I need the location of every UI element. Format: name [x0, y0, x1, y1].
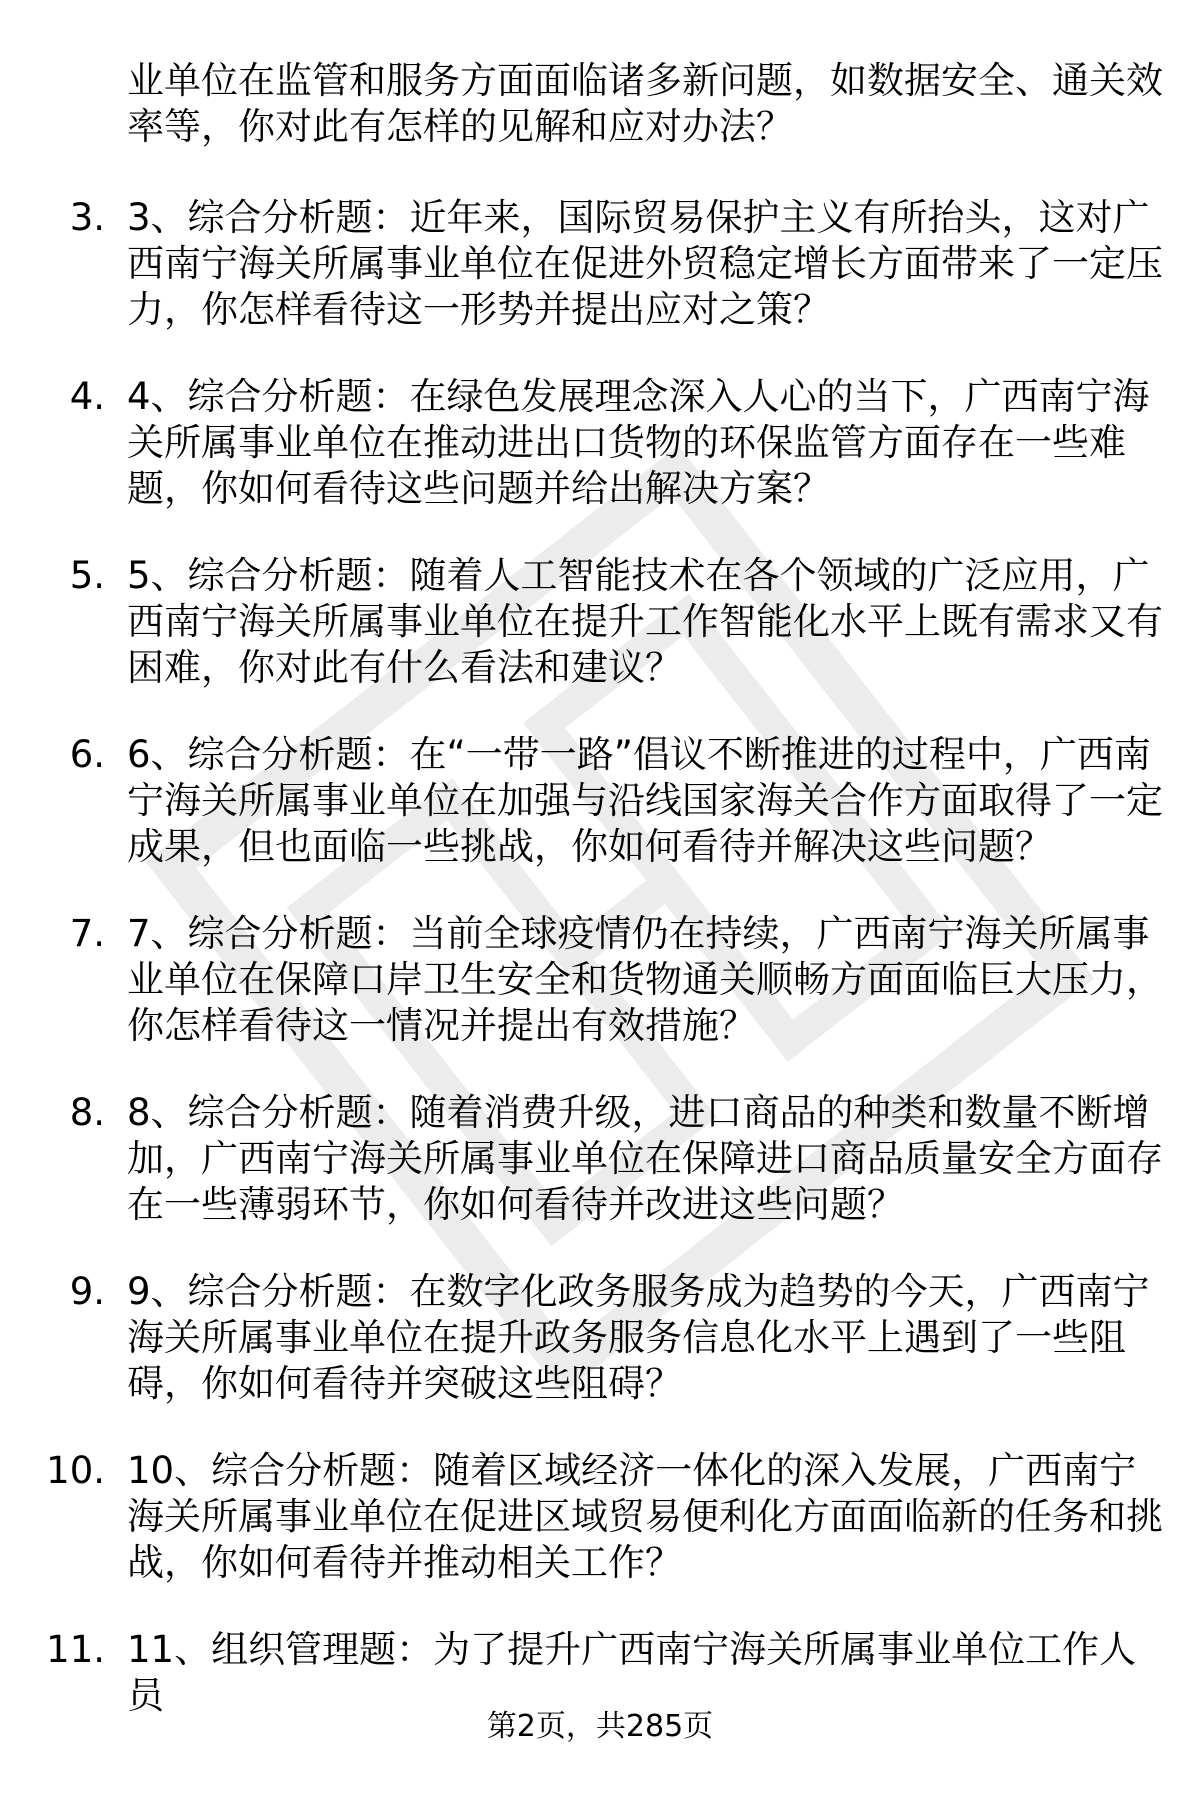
question-text: 6、综合分析题：在“一带一路”倡议不断推进的过程中，广西南宁海关所属事业单位在加强与沿线国家海关合作方面取得了一定成果，但也面临一些挑战，你如何看待并解决这些问题？: [127, 733, 1163, 868]
list-number: 6.: [69, 733, 105, 776]
list-number: 11.: [46, 1628, 105, 1671]
question-text: 8、综合分析题：随着消费升级，进口商品的种类和数量不断增加，广西南宁海关所属事业单位在保障进口商品质量安全方面存在一些薄弱环节，你如何看待并改进这些问题？: [127, 1091, 1163, 1226]
continuation-paragraph: 业单位在监管和服务方面面临诸多新问题，如数据安全、通关效率等，你对此有怎样的见解和应对办法？: [127, 59, 1163, 148]
list-number: 10.: [46, 1449, 105, 1492]
list-item: [0, 374, 1200, 553]
list-item: [0, 911, 1200, 1090]
list-item: [0, 1448, 1200, 1627]
list-item: [0, 553, 1200, 732]
question-text: 5、综合分析题：随着人工智能技术在各个领域的广泛应用，广西南宁海关所属事业单位在提升工作智能化水平上既有需求又有困难，你对此有什么看法和建议？: [127, 554, 1163, 689]
list-item: [0, 732, 1200, 911]
list-number: 3.: [69, 196, 105, 239]
list-item: [0, 1269, 1200, 1448]
question-text: 4、综合分析题：在绿色发展理念深入人心的当下，广西南宁海关所属事业单位在推动进出口货物的环保监管方面存在一些难题，你如何看待这些问题并给出解决方案？: [127, 375, 1150, 510]
question-text: 3、综合分析题：近年来，国际贸易保护主义有所抬头，这对广西南宁海关所属事业单位在促进外贸稳定增长方面带来了一定压力，你怎样看待这一形势并提出应对之策？: [127, 196, 1163, 331]
list-number: 5.: [69, 554, 105, 597]
list-number: 9.: [69, 1270, 105, 1313]
list-number: 4.: [69, 375, 105, 418]
question-text: 10、综合分析题：随着区域经济一体化的深入发展，广西南宁海关所属事业单位在促进区域贸易便利化方面面临新的任务和挑战，你如何看待并推动相关工作？: [127, 1449, 1163, 1584]
list-item: [0, 1090, 1200, 1269]
list-number: 7.: [69, 912, 105, 955]
question-list: [0, 195, 1200, 1806]
page-footer: 第2页，共285页: [486, 1709, 714, 1744]
list-item: [0, 195, 1200, 374]
question-text: 9、综合分析题：在数字化政务服务成为趋势的今天，广西南宁海关所属事业单位在提升政务服务信息化水平上遇到了一些阻碍，你如何看待并突破这些阻碍？: [127, 1270, 1150, 1405]
list-number: 8.: [69, 1091, 105, 1134]
question-text: 11、组织管理题：为了提升广西南宁海关所属事业单位工作人员: [127, 1628, 1137, 1717]
question-text: 7、综合分析题：当前全球疫情仍在持续，广西南宁海关所属事业单位在保障口岸卫生安全和货物通关顺畅方面面临巨大压力，你怎样看待这一情况并提出有效措施？: [127, 912, 1163, 1047]
